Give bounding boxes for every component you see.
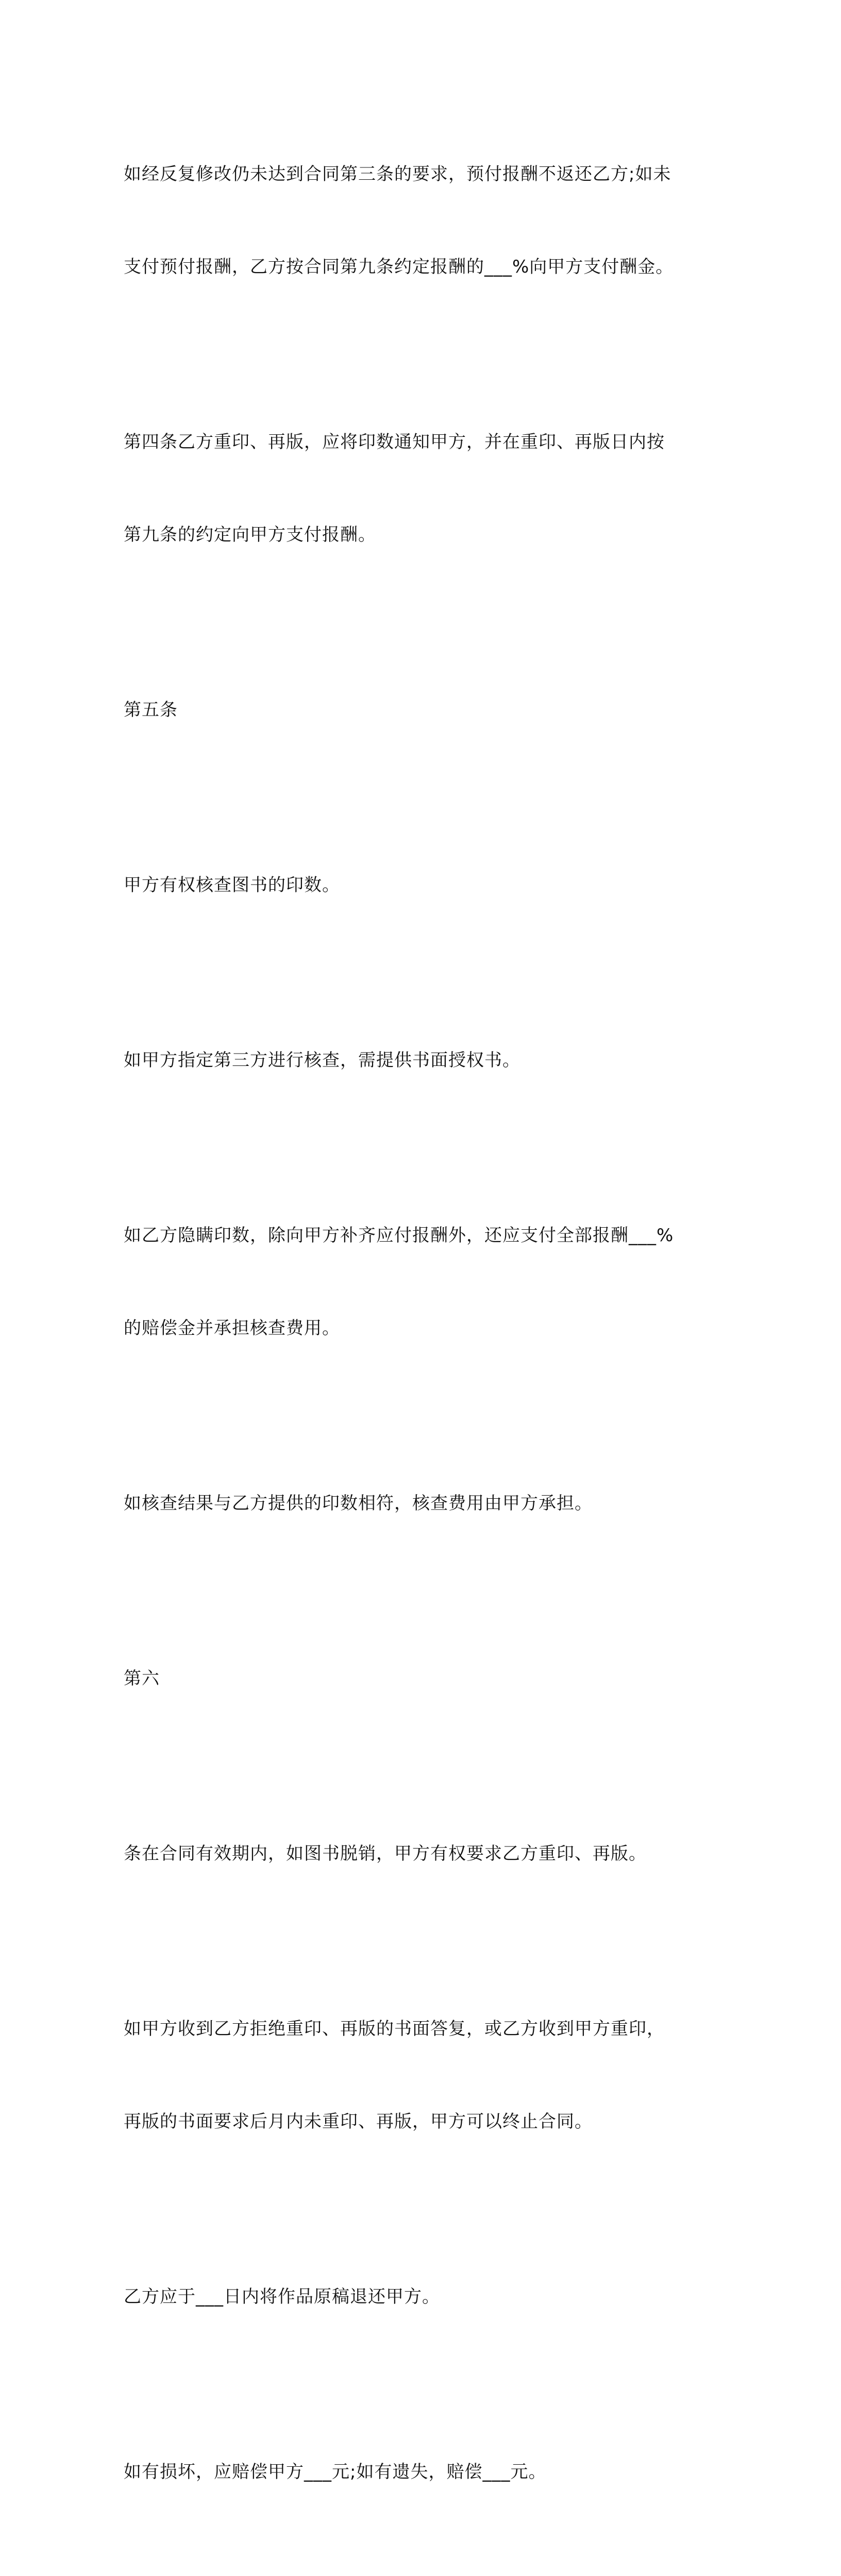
paragraph-manuscript-disposal — [124, 2570, 721, 2576]
paragraph-out-of-print — [124, 1776, 721, 1931]
text-line: 如甲方指定第三方进行核查，需提供书面授权书。 — [124, 1050, 520, 1071]
paragraph-verification-cost — [124, 1426, 721, 1581]
paragraph-concealment-penalty — [124, 1158, 721, 1405]
paragraph-third-party-verification — [124, 983, 721, 1138]
paragraph-verify-print-count — [124, 808, 721, 962]
text-line: 第五条 — [124, 700, 178, 720]
heading-article-6 — [124, 1601, 721, 1756]
text-line: 条在合同有效期内，如图书脱销，甲方有权要求乙方重印、再版。 — [124, 1843, 647, 1864]
text-line: 第四条乙方重印、再版，应将印数通知甲方，并在重印、再版日内按 — [124, 432, 665, 452]
text-line: 第六 — [124, 1668, 160, 1689]
paragraph-return-manuscript — [124, 2219, 721, 2374]
paragraph-termination — [124, 1952, 721, 2199]
text-line: 如核查结果与乙方提供的印数相符，核查费用由甲方承担。 — [124, 1493, 593, 1514]
text-line: 甲方有权核查图书的印数。 — [124, 875, 340, 895]
paragraph-article-4 — [124, 365, 721, 612]
text-line: 如经反复修改仍未达到合同第三条的要求，预付报酬不返还乙方;如未 — [124, 164, 671, 184]
text-line: 支付预付报酬，乙方按合同第九条约定报酬的___%向甲方支付酬金。 — [124, 257, 674, 277]
text-line: 乙方应于___日内将作品原稿退还甲方。 — [124, 2286, 440, 2307]
heading-article-5 — [124, 633, 721, 787]
text-line: 的赔偿金并承担核查费用。 — [124, 1318, 340, 1338]
text-line: 再版的书面要求后月内未重印、再版，甲方可以终止合同。 — [124, 2111, 593, 2132]
text-line: 第九条的约定向甲方支付报酬。 — [124, 524, 376, 545]
text-line: 如乙方隐瞒印数，除向甲方补齐应付报酬外，还应支付全部报酬___% — [124, 1225, 674, 1246]
text-line: 如有损坏，应赔偿甲方___元;如有遗失，赔偿___元。 — [124, 2462, 547, 2482]
paragraph-revision-refund — [124, 97, 721, 344]
text-line: 如甲方收到乙方拒绝重印、再版的书面答复，或乙方收到甲方重印， — [124, 2019, 665, 2039]
paragraph-damage-compensation — [124, 2395, 721, 2549]
document-body — [124, 97, 721, 2576]
